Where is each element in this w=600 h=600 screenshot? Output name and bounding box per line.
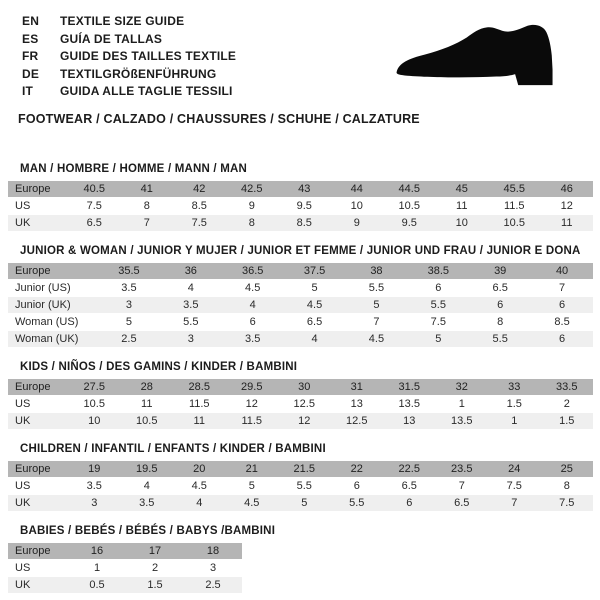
size-cell: 5.5 bbox=[296, 479, 312, 492]
row-label: Europe bbox=[8, 379, 68, 395]
size-cell: 43 bbox=[278, 181, 331, 197]
size-section bbox=[8, 361, 593, 430]
size-cell: 6 bbox=[531, 331, 593, 347]
size-cell: 19.5 bbox=[121, 461, 174, 477]
table-row bbox=[8, 495, 593, 511]
size-cell: 1.5 bbox=[506, 397, 522, 410]
row-label: US bbox=[15, 199, 31, 212]
size-cell: 44 bbox=[331, 181, 384, 197]
size-cell: 19 bbox=[68, 461, 121, 477]
size-table bbox=[8, 542, 242, 594]
size-cell: 12 bbox=[278, 413, 331, 429]
size-cell: 4.5 bbox=[226, 495, 279, 511]
size-cell: 3 bbox=[98, 297, 160, 313]
size-cell: 24 bbox=[488, 461, 541, 477]
size-cell: 5 bbox=[346, 297, 408, 313]
size-cell: 11 bbox=[456, 199, 468, 212]
size-cell: 1.5 bbox=[541, 413, 594, 429]
size-cell: 6 bbox=[435, 281, 442, 294]
size-cell: 11.5 bbox=[188, 397, 210, 410]
size-cell: 8 bbox=[226, 215, 279, 231]
size-cell: 4.5 bbox=[284, 297, 346, 313]
row-label: Europe bbox=[8, 461, 68, 477]
size-cell: 6.5 bbox=[436, 495, 489, 511]
size-cell: 36 bbox=[160, 263, 222, 279]
size-cell: 31.5 bbox=[383, 379, 436, 395]
size-section bbox=[8, 245, 593, 348]
row-label: US bbox=[15, 397, 31, 410]
size-cell: 5 bbox=[407, 331, 469, 347]
size-cell: 5 bbox=[248, 479, 255, 492]
size-cell: 8 bbox=[143, 199, 150, 212]
size-table-title: CHILDREN / INFANTIL / ENFANTS / KINDER / BAMBINI bbox=[20, 442, 326, 455]
size-cell: 5.5 bbox=[368, 281, 385, 294]
size-cell: 7.5 bbox=[173, 215, 226, 231]
size-cell: 2.5 bbox=[98, 331, 160, 347]
size-cell: 3.5 bbox=[121, 495, 174, 511]
size-cell: 42.5 bbox=[226, 181, 279, 197]
size-cell: 11.5 bbox=[226, 413, 279, 429]
size-cell: 5.5 bbox=[183, 315, 199, 328]
table-row bbox=[8, 331, 593, 347]
size-cell: 22 bbox=[331, 461, 384, 477]
size-cell: 4.5 bbox=[346, 331, 408, 347]
size-cell: 2.5 bbox=[184, 577, 242, 593]
size-cell: 6.5 bbox=[401, 479, 417, 492]
size-cell: 21 bbox=[226, 461, 279, 477]
row-label: Junior (UK) bbox=[8, 297, 98, 313]
size-cell: 42 bbox=[173, 181, 226, 197]
size-cell: 40 bbox=[531, 263, 593, 279]
size-cell: 5 bbox=[125, 315, 132, 328]
size-cell: 6.5 bbox=[492, 281, 508, 294]
size-cell: 7 bbox=[458, 479, 465, 492]
size-cell: 12 bbox=[560, 199, 573, 212]
language-label: GUIDA ALLE TAGLIE TESSILI bbox=[60, 84, 233, 98]
size-cell: 4.5 bbox=[191, 479, 207, 492]
size-table bbox=[8, 180, 593, 232]
size-cell: 5.5 bbox=[469, 331, 531, 347]
size-cell: 5 bbox=[278, 495, 331, 511]
size-tables bbox=[8, 163, 593, 594]
size-cell: 40.5 bbox=[68, 181, 121, 197]
size-cell: 8.5 bbox=[191, 199, 207, 212]
size-cell: 3.5 bbox=[160, 297, 222, 313]
size-cell: 7 bbox=[373, 315, 380, 328]
size-section bbox=[8, 163, 593, 232]
size-cell: 45 bbox=[436, 181, 489, 197]
row-label: Woman (UK) bbox=[8, 331, 98, 347]
table-row bbox=[8, 280, 593, 296]
size-cell: 1 bbox=[93, 561, 101, 574]
size-cell: 7 bbox=[488, 495, 541, 511]
size-cell: 10.5 bbox=[121, 413, 174, 429]
size-cell: 3 bbox=[209, 561, 217, 574]
table-row bbox=[8, 413, 593, 429]
size-cell: 4 bbox=[222, 297, 284, 313]
size-section bbox=[8, 443, 593, 512]
table-row bbox=[8, 314, 593, 330]
size-cell: 30 bbox=[278, 379, 331, 395]
size-cell: 13.5 bbox=[436, 413, 489, 429]
row-label: US bbox=[15, 561, 31, 574]
table-row bbox=[8, 478, 593, 494]
size-cell: 10.5 bbox=[83, 397, 105, 410]
size-cell: 38.5 bbox=[407, 263, 469, 279]
size-cell: 9 bbox=[248, 199, 255, 212]
size-cell: 8.5 bbox=[554, 315, 570, 328]
size-cell: 7.5 bbox=[430, 315, 446, 328]
size-cell: 33.5 bbox=[541, 379, 594, 395]
size-cell: 12.5 bbox=[331, 413, 384, 429]
size-cell: 7.5 bbox=[541, 495, 594, 511]
size-cell: 22.5 bbox=[383, 461, 436, 477]
row-label: US bbox=[15, 479, 31, 492]
size-cell: 6.5 bbox=[306, 315, 323, 328]
language-code: EN bbox=[22, 14, 40, 28]
size-cell: 17 bbox=[126, 543, 184, 559]
page-header bbox=[0, 0, 600, 126]
size-cell: 1 bbox=[458, 397, 465, 410]
size-table bbox=[8, 460, 593, 512]
size-cell: 5.5 bbox=[331, 495, 384, 511]
size-cell: 7.5 bbox=[86, 199, 102, 212]
table-row bbox=[8, 461, 593, 477]
table-row bbox=[8, 263, 593, 279]
size-table bbox=[8, 378, 593, 430]
size-cell: 10.5 bbox=[398, 199, 420, 212]
size-cell: 27.5 bbox=[68, 379, 121, 395]
size-cell: 35.5 bbox=[98, 263, 160, 279]
size-cell: 45.5 bbox=[488, 181, 541, 197]
size-cell: 7 bbox=[559, 281, 566, 294]
size-cell: 11.5 bbox=[503, 199, 525, 212]
size-cell: 13.5 bbox=[398, 397, 420, 410]
size-cell: 1.5 bbox=[126, 577, 184, 593]
size-cell: 20 bbox=[173, 461, 226, 477]
row-label: Europe bbox=[8, 543, 68, 559]
size-cell: 0.5 bbox=[68, 577, 126, 593]
size-table bbox=[8, 262, 593, 348]
size-cell: 28.5 bbox=[173, 379, 226, 395]
size-cell: 4 bbox=[284, 331, 346, 347]
row-label: UK bbox=[8, 495, 68, 511]
size-cell: 28 bbox=[121, 379, 174, 395]
table-row bbox=[8, 577, 242, 593]
size-cell: 12 bbox=[245, 397, 258, 410]
size-cell: 37.5 bbox=[284, 263, 346, 279]
size-cell: 3.5 bbox=[86, 479, 102, 492]
size-cell: 18 bbox=[184, 543, 242, 559]
size-cell: 29.5 bbox=[226, 379, 279, 395]
size-cell: 16 bbox=[68, 543, 126, 559]
size-cell: 32 bbox=[436, 379, 489, 395]
size-cell: 8.5 bbox=[278, 215, 331, 231]
row-label: Europe bbox=[8, 263, 98, 279]
size-cell: 10 bbox=[350, 199, 363, 212]
size-cell: 3.5 bbox=[121, 281, 137, 294]
size-cell: 6 bbox=[531, 297, 593, 313]
size-cell: 10 bbox=[436, 215, 489, 231]
table-row bbox=[8, 198, 593, 214]
size-cell: 3 bbox=[68, 495, 121, 511]
size-cell: 4 bbox=[143, 479, 150, 492]
table-row bbox=[8, 215, 593, 231]
size-table-title: JUNIOR & WOMAN / JUNIOR Y MUJER / JUNIOR ET FEMME / JUNIOR UND FRAU / JUNIOR E DONA bbox=[20, 244, 581, 257]
size-cell: 46 bbox=[541, 181, 594, 197]
language-code: DE bbox=[22, 66, 40, 81]
size-table-title: KIDS / NIÑOS / DES GAMINS / KINDER / BAMBINI bbox=[20, 360, 298, 373]
size-cell: 38 bbox=[346, 263, 408, 279]
language-label: TEXTILGRÖßENFÜHRUNG bbox=[60, 66, 217, 81]
size-cell: 21.5 bbox=[278, 461, 331, 477]
table-row bbox=[8, 560, 242, 576]
size-cell: 5.5 bbox=[407, 297, 469, 313]
size-cell: 6 bbox=[249, 315, 256, 328]
size-cell: 4 bbox=[187, 281, 194, 294]
row-label: Woman (US) bbox=[15, 315, 79, 328]
category-title: FOOTWEAR / CALZADO / CHAUSSURES / SCHUHE / CALZATURE bbox=[18, 111, 420, 126]
size-cell: 31 bbox=[331, 379, 384, 395]
size-cell: 11 bbox=[541, 215, 594, 231]
size-cell: 6 bbox=[353, 479, 360, 492]
table-row bbox=[8, 543, 242, 559]
size-cell: 33 bbox=[488, 379, 541, 395]
size-cell: 1 bbox=[488, 413, 541, 429]
size-cell: 11 bbox=[173, 413, 226, 429]
language-label: GUÍA DE TALLAS bbox=[60, 31, 163, 46]
size-cell: 36.5 bbox=[222, 263, 284, 279]
size-cell: 3.5 bbox=[222, 331, 284, 347]
size-cell: 25 bbox=[541, 461, 594, 477]
size-cell: 9.5 bbox=[296, 199, 312, 212]
size-cell: 6.5 bbox=[68, 215, 121, 231]
size-cell: 12.5 bbox=[293, 397, 315, 410]
size-cell: 39 bbox=[469, 263, 531, 279]
row-label: UK bbox=[8, 413, 68, 429]
size-cell: 4 bbox=[173, 495, 226, 511]
size-cell: 7.5 bbox=[506, 479, 522, 492]
language-code: IT bbox=[22, 84, 34, 98]
row-label: Junior (US) bbox=[15, 281, 71, 294]
table-row bbox=[8, 297, 593, 313]
size-cell: 13 bbox=[350, 397, 363, 410]
language-code: ES bbox=[22, 31, 39, 46]
size-cell: 7 bbox=[121, 215, 174, 231]
table-row bbox=[8, 379, 593, 395]
size-cell: 23.5 bbox=[436, 461, 489, 477]
size-table-title: BABIES / BEBÉS / BÉBÉS / BABYS /BAMBINI bbox=[20, 524, 276, 537]
size-cell: 44.5 bbox=[383, 181, 436, 197]
language-code: FR bbox=[22, 49, 39, 63]
size-cell: 11 bbox=[141, 397, 153, 410]
size-table-title: MAN / HOMBRE / HOMME / MANN / MAN bbox=[20, 162, 248, 175]
size-cell: 9 bbox=[331, 215, 384, 231]
size-cell: 10 bbox=[68, 413, 121, 429]
language-label: GUIDE DES TAILLES TEXTILE bbox=[60, 49, 237, 63]
size-cell: 3 bbox=[160, 331, 222, 347]
row-label: UK bbox=[8, 577, 68, 593]
table-row bbox=[8, 181, 593, 197]
table-row bbox=[8, 396, 593, 412]
size-cell: 6 bbox=[469, 297, 531, 313]
row-label: UK bbox=[8, 215, 68, 231]
size-section bbox=[8, 525, 593, 594]
size-cell: 5 bbox=[311, 281, 318, 294]
size-cell: 2 bbox=[151, 561, 159, 574]
size-cell: 8 bbox=[497, 315, 504, 328]
size-cell: 8 bbox=[563, 479, 570, 492]
shoe-icon bbox=[386, 18, 574, 96]
size-cell: 2 bbox=[563, 397, 570, 410]
size-cell: 41 bbox=[121, 181, 174, 197]
size-cell: 9.5 bbox=[383, 215, 436, 231]
size-cell: 4.5 bbox=[245, 281, 261, 294]
row-label: Europe bbox=[8, 181, 68, 197]
language-label: TEXTILE SIZE GUIDE bbox=[60, 14, 185, 28]
size-cell: 10.5 bbox=[488, 215, 541, 231]
size-cell: 6 bbox=[383, 495, 436, 511]
size-cell: 13 bbox=[383, 413, 436, 429]
